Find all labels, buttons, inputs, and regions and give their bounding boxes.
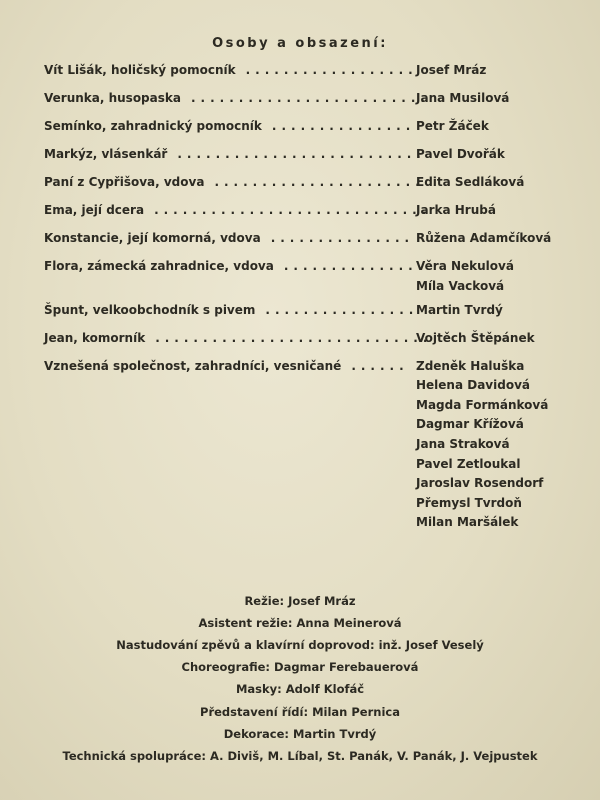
cast-row [44,331,584,351]
actor-name: Magda Formánková [416,397,549,412]
cast-row [44,259,584,293]
cast-row [44,203,584,223]
role-name: Vít Lišák, holičský pomocník [44,63,236,77]
credit-line: Asistent režie: Anna Meinerová [198,616,402,631]
dot-leader: ......................... [190,91,430,105]
dot-leader: ................ [265,302,419,317]
actor-name: Petr Žáček [416,119,489,133]
credit-line: Režie: Josef Mráz [244,594,356,608]
role-name: Markýz, vlásenkář [44,147,168,161]
actor-name: Martin Tvrdý [416,302,503,317]
role-name: Semínko, zahradnický pomocník [44,119,262,133]
cast-row [44,231,584,251]
credit-line: Představení řídí: Milan Pernica [200,704,400,719]
role-name: Verunka, husopaska [44,91,181,105]
actor-name: Vojtěch Štěpánek [416,330,535,345]
actor-name: Zdeněk Haluška [416,358,525,373]
actor-name: Jana Straková [416,436,510,451]
dot-leader: .................. [245,63,418,77]
actor-name: Edita Sedláková [416,175,525,189]
role-name: Paní z Cypřišova, vdova [44,175,205,189]
actor-name: Jana Musilová [416,91,510,105]
cast-row [44,147,584,167]
dot-leader: ............................. [155,330,433,345]
cast-row [44,91,584,111]
cast-row [44,119,584,139]
actor-name: Josef Mráz [416,63,487,77]
dot-leader: ............... [270,231,415,245]
dot-leader: ...................... [214,175,425,189]
actor-name: Dagmar Křížová [416,417,524,432]
cast-row [44,63,584,83]
role-name: Vznešená společnost, zahradníci, vesničané [44,358,342,373]
dot-leader: ...... [351,358,409,373]
role-name: Jean, komorník [44,330,146,345]
credit-line: Technická spolupráce: A. Diviš, M. Líbal, St. Panák, V. Panák, J. Vejpustek [62,748,538,763]
cast-row [44,175,584,195]
actor-name: Přemysl Tvrdoň [416,495,522,510]
credit-line: Dekorace: Martin Tvrdý [223,726,377,741]
role-name: Špunt, velkoobchodník s pivem [44,302,256,317]
credit-line: Nastudování zpěvů a klavírní doprovod: inž. Josef Veselý [116,638,484,653]
dot-leader: ............................. [154,203,432,217]
actor-name: Jaroslav Rosendorf [416,476,544,491]
cast-row [44,303,584,323]
role-name: Ema, její dcera [44,203,145,217]
actor-name: Pavel Zetloukal [416,456,521,471]
dot-leader: .......................... [177,147,426,161]
credit-line: Masky: Adolf Klofáč [235,682,365,697]
cast-heading: Osoby a obsazení: [212,36,388,51]
actor-name: Milan Maršálek [416,515,519,530]
actor-name: Pavel Dvořák [416,147,505,161]
actor-name: Věra Nekulová [416,259,514,273]
role-name: Flora, zámecká zahradnice, vdova [44,259,274,273]
actor-name: Růžena Adamčíková [416,231,552,245]
cast-row [44,358,584,530]
actor-name: Jarka Hrubá [416,203,496,217]
dot-leader: ............... [271,119,416,133]
role-name: Konstancie, její komorná, vdova [44,231,261,245]
actor-name: Míla Vacková [416,278,505,293]
actor-name: Helena Davidová [416,378,530,393]
credit-line: Choreografie: Dagmar Ferebauerová [181,660,419,675]
dot-leader: .............. [283,259,418,273]
